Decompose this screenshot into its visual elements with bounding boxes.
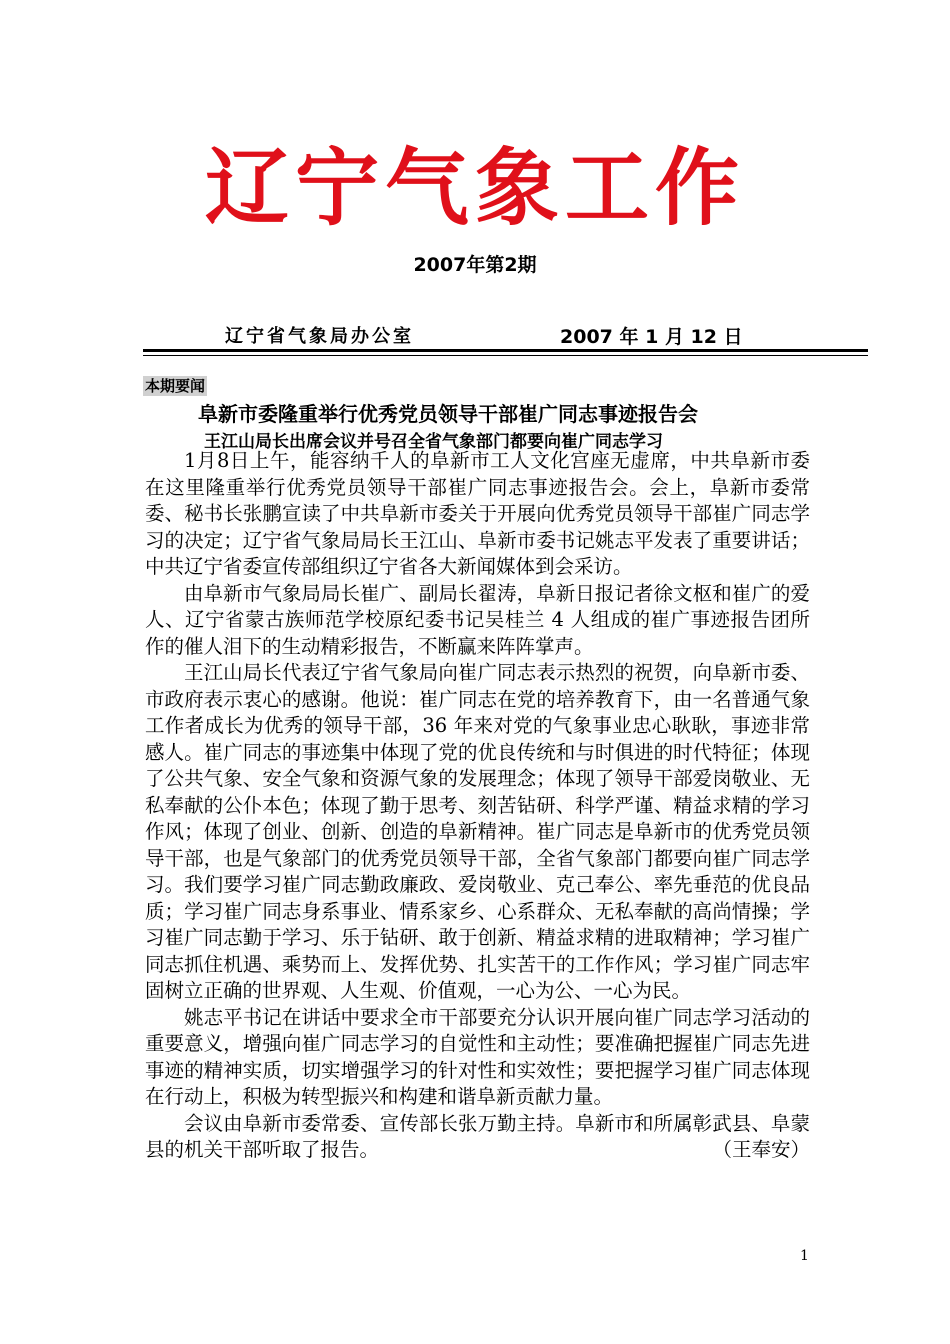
author-signature: （王奉安） (712, 1138, 810, 1161)
paragraph-4: 姚志平书记在讲话中要求全市干部要充分认识开展向崔广同志学习活动的重要意义，增强向崔广同志学习的自觉性和主动性；要准确把握崔广同志先进事迹的精神实质，切实增强学习的针对性和实效性；要把握学习崔广同志体现在行动上，积极为转型振兴和构建和谐阜新贡献力量。 (145, 1005, 810, 1108)
header-rule-thick (143, 349, 868, 352)
paragraph-3: 王江山局长代表辽宁省气象局向崔广同志表示热烈的祝贺，向阜新市委、市政府表示衷心的感谢。他说：崔广同志在党的培养教育下，由一名普通气象工作者成长为优秀的领导干部，36 年来对党的气象事业忠心耿耿，事迹非常感人。崔广同志的事迹集中体现了党的优良传统和与时俱进的时代特征；体现了公共气象、安全气象和资源气象的发展理念；体现了领导干部爱岗敬业、无私奉献的公仆本色；体现了勤于思考、刻苦钻研、科学严谨、精益求精的学习作风；体现了创业、创新、创造的阜新精神。崔广同志是阜新市的优秀党员领导干部，也是气象部门的优秀党员领导干部，全省气象部门都要向崔广同志学习。我们要学习崔广同志勤政廉政、爱岗敬业、克己奉公、率先垂范的优良品质；学习崔广同志身系事业、情系家乡、心系群众、无私奉献的高尚情操；学习崔广同志勤于学习、乐于钻研、敢于创新、精益求精的进取精神；学习崔广同志抓住机遇、乘势而上、发挥优势、扎实苦干的工作作风；学习崔广同志牢固树立正确的世界观、人生观、价值观，一心为公、一心为民。 (145, 661, 810, 1002)
masthead-title: 辽宁气象工作 (204, 138, 745, 237)
paragraph-1: 1月8日上午，能容纳千人的阜新市工人文化宫座无虚席，中共阜新市委在这里隆重举行优秀党员领导干部崔广同志事迹报告会。会上，阜新市委常委、秘书长张鹏宣读了中共阜新市委关于开展向优秀党员领导干部崔广同志学习的决定；辽宁省气象局局长王江山、阜新市委书记姚志平发表了重要讲话；中共辽宁省委宣传部组织辽宁省各大新闻媒体到会采访。 (145, 449, 810, 578)
issue-label: 2007年第2期 (413, 254, 537, 276)
paragraph-2: 由阜新市气象局局长崔广、副局长翟涛，阜新日报记者徐文枢和崔广的爱人、辽宁省蒙古族师范学校原纪委书记吴桂兰 4 人组成的崔广事迹报告团所作的催人泪下的生动精彩报告，不断赢来阵阵掌声。 (145, 581, 810, 658)
article-subhead: 王江山局长出席会议并号召全省气象部门都要向崔广同志学习 (204, 432, 663, 452)
article-headline: 阜新市委隆重举行优秀党员领导干部崔广同志事迹报告会 (198, 402, 698, 426)
paragraph-5 (145, 1111, 810, 1164)
section-tag: 本期要闻 (145, 377, 206, 395)
page-number: 1 (800, 1248, 809, 1264)
office-name: 辽宁省气象局办公室 (225, 326, 414, 347)
header-rule-thin (143, 355, 868, 356)
article-body (145, 448, 810, 1164)
paragraph-5-text: 会议由阜新市委常委、宣传部长张万勤主持。阜新市和所属彰武县、阜蒙县的机关干部听取了报告。 (145, 1111, 810, 1161)
publish-date: 2007 年 1 月 12 日 (560, 326, 743, 348)
